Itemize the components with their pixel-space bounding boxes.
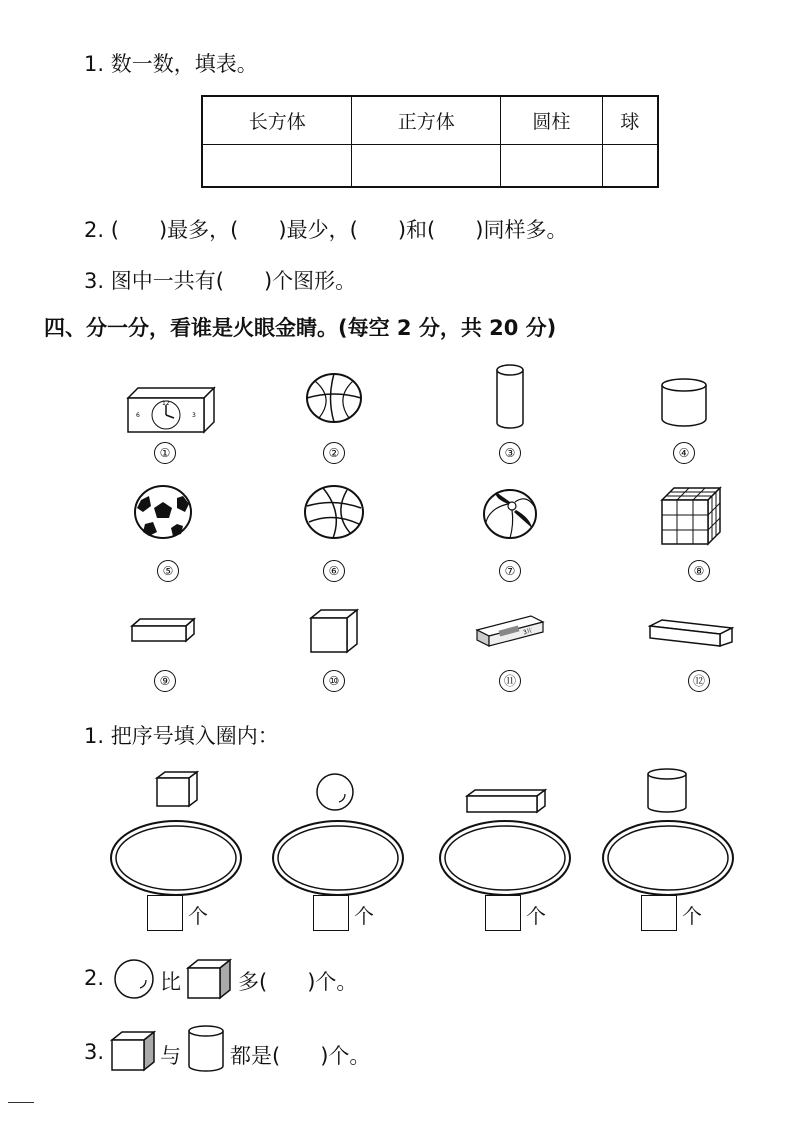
- figure-number-6: ⑥: [319, 558, 349, 582]
- task2-prefix: 2.: [84, 966, 105, 990]
- figure-number-10: ⑩: [319, 668, 349, 692]
- header-cylinder: 圆柱: [501, 96, 603, 145]
- basketball-icon: [305, 372, 363, 424]
- clock-icon: [126, 386, 216, 434]
- task3-prefix: 3.: [84, 1040, 105, 1064]
- answer-cuboid[interactable]: [202, 145, 352, 188]
- cylinder-category-icon: [645, 767, 689, 815]
- q1-line1: 1. 数一数，填表。: [84, 52, 258, 76]
- figure-number-5: ⑤: [153, 558, 183, 582]
- short-cylinder-icon: [658, 377, 710, 429]
- figure-number-9: ⑨: [150, 668, 180, 692]
- flat-cuboid-icon: [130, 617, 196, 643]
- figure-number-8: ⑧: [684, 558, 714, 582]
- count-box-cube[interactable]: [147, 895, 183, 931]
- header-sphere: 球: [602, 96, 658, 145]
- oval-cube[interactable]: [108, 818, 244, 898]
- cuboid-category-icon: [465, 788, 547, 814]
- task2-bi: 比: [160, 970, 181, 994]
- task1-text: 1. 把序号填入圈内：: [84, 724, 279, 748]
- unit-label-cuboid: 个: [526, 904, 546, 928]
- long-cuboid-icon: [648, 618, 734, 648]
- answer-sphere[interactable]: [602, 145, 658, 188]
- task3-yu: 与: [160, 1044, 181, 1068]
- svg-text:12: 12: [162, 400, 170, 407]
- section4-heading: 四、分一分，看谁是火眼金睛。(每空 2 分，共 20 分): [44, 316, 557, 340]
- count-box-cylinder[interactable]: [641, 895, 677, 931]
- oval-cylinder[interactable]: [600, 818, 736, 898]
- figure-number-3: ③: [495, 440, 525, 464]
- gum-pack-icon: [475, 614, 545, 648]
- svg-text:3: 3: [192, 412, 196, 419]
- beach-ball-icon: [482, 488, 538, 540]
- unit-label-cube: 个: [188, 904, 208, 928]
- page-edge-mark: [8, 1102, 34, 1103]
- figure-number-4: ④: [669, 440, 699, 464]
- task2-rest: 多( )个。: [238, 970, 358, 994]
- figure-number-12: ⑫: [684, 668, 714, 692]
- cube-category-icon: [155, 770, 199, 808]
- cylinder-inline-icon: [186, 1024, 226, 1074]
- header-cube: 正方体: [352, 96, 501, 145]
- answer-cylinder[interactable]: [501, 145, 603, 188]
- tall-cylinder-icon: [494, 363, 526, 431]
- task3-rest: 都是( )个。: [230, 1044, 371, 1068]
- svg-text:6: 6: [136, 412, 140, 419]
- figure-number-11: ⑪: [495, 668, 525, 692]
- figure-number-1: ①: [150, 440, 180, 464]
- soccer-ball-icon: [133, 484, 193, 540]
- oval-sphere[interactable]: [270, 818, 406, 898]
- unit-label-sphere: 个: [354, 904, 374, 928]
- figure-number-2: ②: [319, 440, 349, 464]
- count-table: [201, 95, 659, 188]
- oval-cuboid[interactable]: [437, 818, 573, 898]
- figure-number-7: ⑦: [495, 558, 525, 582]
- count-box-sphere[interactable]: [313, 895, 349, 931]
- rubiks-cube-icon: [660, 486, 722, 548]
- svg-text:3片: 3片: [522, 627, 534, 637]
- cube-inline-icon: [186, 958, 232, 1000]
- sphere-category-icon: [315, 772, 357, 812]
- volleyball-icon: [303, 484, 365, 540]
- answer-cube[interactable]: [352, 145, 501, 188]
- cube-icon: [309, 608, 359, 654]
- unit-label-cylinder: 个: [682, 904, 702, 928]
- header-cuboid: 长方体: [202, 96, 352, 145]
- count-box-cuboid[interactable]: [485, 895, 521, 931]
- q1-line2: 2. ( )最多，( )最少，( )和( )同样多。: [84, 218, 568, 242]
- sphere-inline-icon: [112, 958, 156, 1000]
- q1-line3: 3. 图中一共有( )个图形。: [84, 269, 357, 293]
- cube-inline-icon-2: [110, 1030, 156, 1072]
